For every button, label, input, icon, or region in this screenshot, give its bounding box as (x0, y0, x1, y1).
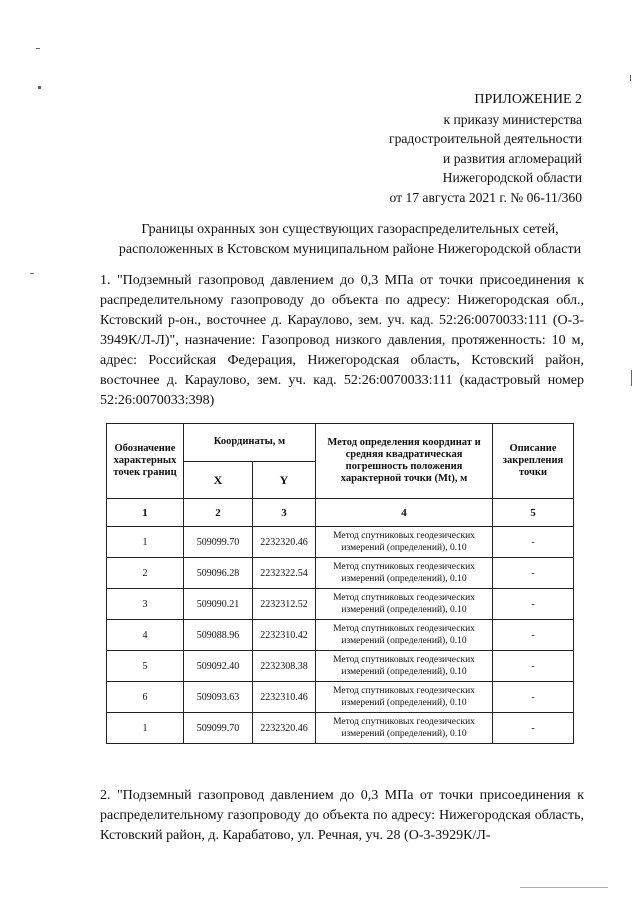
cell-x: 509093.63 (184, 682, 253, 713)
cell-x: 509099.70 (184, 713, 253, 744)
table-row (107, 558, 574, 589)
cell-y: 2232320.46 (253, 527, 316, 558)
header-x: X (184, 461, 253, 499)
cell-method: Метод спутниковых геодезических измерений (определений), 0.10 (316, 589, 493, 620)
table-row (107, 713, 574, 744)
cell-desc: - (493, 682, 574, 713)
column-number: 4 (316, 499, 493, 527)
coordinates-table-wrap (106, 423, 574, 744)
cell-x: 509088.96 (184, 620, 253, 651)
cell-desc: - (493, 713, 574, 744)
title-line: Границы охранных зон существующих газораспределительных сетей, (141, 222, 559, 237)
table-header-row (107, 424, 574, 462)
column-number: 3 (253, 499, 316, 527)
document-title (100, 220, 600, 260)
cell-point: 1 (107, 527, 184, 558)
cell-x: 509092.40 (184, 651, 253, 682)
cell-y: 2232308.38 (253, 651, 316, 682)
table-row (107, 682, 574, 713)
paragraph-2: 2. "Подземный газопровод давлением до 0,3 МПа от точки присоединения к распределительному газопроводу до объекта по адресу: Нижегородская область, Кстовский район, д. Карабатово, ул. Речная, уч. 28 (О-3-3929К/Л- (100, 788, 584, 843)
cell-desc: - (493, 620, 574, 651)
cell-point: 2 (107, 558, 184, 589)
column-number: 2 (184, 499, 253, 527)
header-method: Метод определения координат и средняя квадратическая погрешность положения характерной точки (Mt), м (316, 424, 493, 499)
cell-y: 2232310.46 (253, 682, 316, 713)
cell-point: 6 (107, 682, 184, 713)
scan-mark (520, 887, 608, 888)
column-number: 5 (493, 499, 574, 527)
scan-mark (630, 75, 631, 81)
cell-method: Метод спутниковых геодезических измерений (определений), 0.10 (316, 527, 493, 558)
cell-y: 2232322.54 (253, 558, 316, 589)
cell-method: Метод спутниковых геодезических измерений (определений), 0.10 (316, 620, 493, 651)
cell-point: 1 (107, 713, 184, 744)
scan-mark (38, 86, 41, 89)
table-row (107, 651, 574, 682)
appendix-line: и развития агломераций (443, 150, 582, 166)
cell-method: Метод спутниковых геодезических измерений (определений), 0.10 (316, 558, 493, 589)
cell-method: Метод спутниковых геодезических измерений (определений), 0.10 (316, 713, 493, 744)
appendix-date-line: от 17 августа 2021 г. № 06-11/360 (389, 189, 582, 205)
cell-point: 5 (107, 651, 184, 682)
cell-point: 4 (107, 620, 184, 651)
header-y: Y (253, 461, 316, 499)
cell-desc: - (493, 651, 574, 682)
paragraph-1: 1. "Подземный газопровод давлением до 0,3 МПа от точки присоединения к распределительному газопроводу до объекта по адресу: Нижегородская обл., Кстовский р-он., восточнее д. Караулово, зем. уч. кад. 52:26:0070033:111 (О-3-3949К/Л-Л)", назначение: Газопровод низкого давления, протяженность: 10 м, адрес: Российская Федерация, Нижегородская область, Кстовский район, восточнее д. Караулово, зем. уч. кад. 52:26:0070033:111 (кадастровый номер 52:26:0070033:398) (100, 273, 584, 408)
cell-desc: - (493, 589, 574, 620)
column-number: 1 (107, 499, 184, 527)
cell-x: 509090.21 (184, 589, 253, 620)
appendix-line: градостроительной деятельности (389, 131, 582, 146)
table-row (107, 589, 574, 620)
header-coordinates: Координаты, м (184, 424, 316, 462)
coordinates-table (106, 423, 574, 744)
appendix-block (389, 90, 582, 207)
table-row (107, 527, 574, 558)
column-numbers-row (107, 499, 574, 527)
appendix-heading: ПРИЛОЖЕНИЕ 2 (474, 92, 582, 107)
header-description: Описание закрепления точки (493, 424, 574, 499)
scan-mark (631, 370, 632, 386)
cell-method: Метод спутниковых геодезических измерений (определений), 0.10 (316, 651, 493, 682)
cell-x: 509096.28 (184, 558, 253, 589)
cell-desc: - (493, 527, 574, 558)
scan-mark (30, 273, 34, 274)
cell-y: 2232310.42 (253, 620, 316, 651)
cell-x: 509099.70 (184, 527, 253, 558)
cell-y: 2232320.46 (253, 713, 316, 744)
cell-desc: - (493, 558, 574, 589)
table-row (107, 620, 574, 651)
appendix-line: к приказу министерства (443, 111, 582, 127)
title-line: расположенных в Кстовском муниципальном районе Нижегородской области (118, 242, 582, 257)
header-designation: Обозначение характерных точек границ (107, 424, 184, 499)
cell-point: 3 (107, 589, 184, 620)
cell-method: Метод спутниковых геодезических измерений (определений), 0.10 (316, 682, 493, 713)
cell-y: 2232312.52 (253, 589, 316, 620)
appendix-line: Нижегородской области (442, 170, 582, 185)
scan-mark (36, 48, 40, 49)
